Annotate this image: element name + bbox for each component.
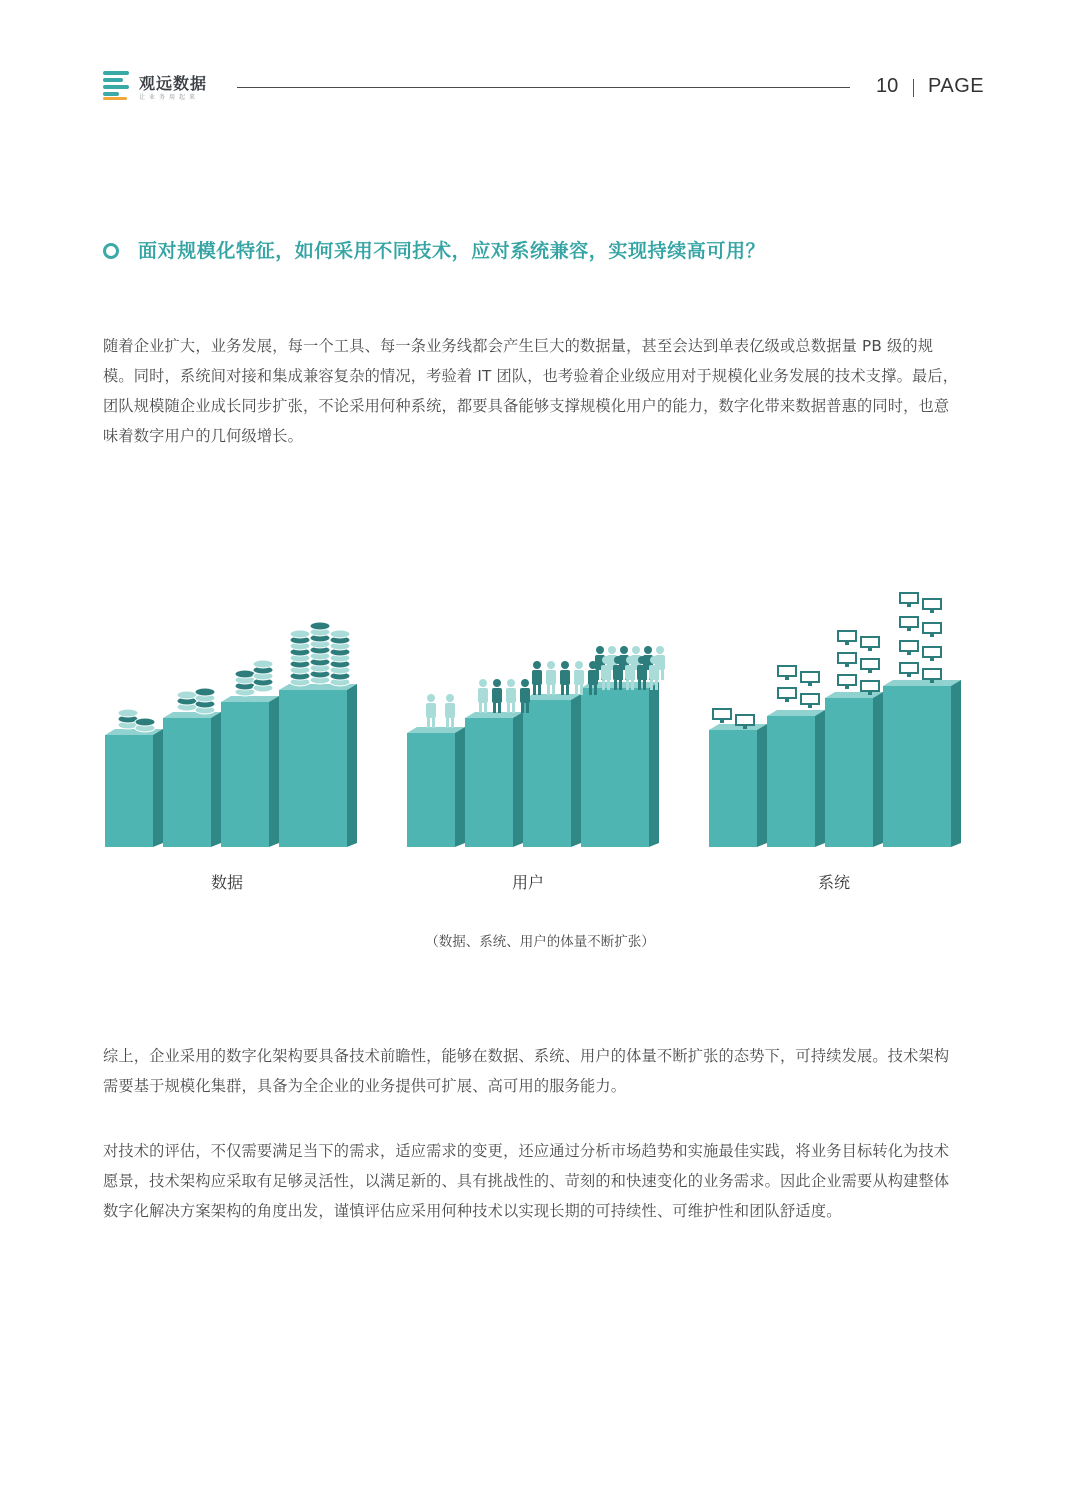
person-icon-leg [619, 680, 622, 690]
data-column-4-front [279, 690, 347, 847]
monitor-icon-stand [845, 642, 849, 645]
person-icon-head [521, 679, 529, 687]
person-icon-leg [521, 703, 524, 713]
person-icon-leg [589, 685, 592, 695]
person-icon-body [478, 688, 488, 703]
data-column-3-front [221, 702, 269, 847]
brand-name: 观远数据 [139, 74, 208, 93]
system-column-1-side [757, 724, 767, 847]
monitor-icon-glass [862, 638, 878, 646]
page-header [0, 0, 1080, 120]
person-icon-head [446, 694, 454, 702]
person-icon-body [574, 670, 584, 685]
person-icon-leg [493, 703, 496, 713]
person-icon-body [649, 665, 659, 680]
person-icon-leg [638, 680, 641, 690]
person-icon-leg [552, 685, 555, 695]
person-icon-leg [526, 703, 529, 713]
monitor-icon-stand [930, 658, 934, 661]
system-column-4-front [883, 686, 951, 847]
coin-icon [310, 622, 330, 630]
person-icon-leg [626, 680, 629, 690]
system-column-4-top [883, 680, 961, 686]
logo-icon [103, 71, 131, 101]
brand-slogan: 让业务用起来 [139, 94, 200, 101]
monitor-icon-glass [901, 618, 917, 626]
header-divider [237, 87, 850, 88]
data-column-3-side [269, 696, 279, 847]
user-column-1-top [407, 727, 465, 733]
figure-label-systems: 系统 [817, 873, 850, 892]
figure-label-users: 用户 [511, 873, 544, 892]
person-icon-body [506, 688, 516, 703]
figure-caption: （数据、系统、用户的体量不断扩张） [425, 934, 655, 950]
monitor-icon-glass [924, 600, 940, 608]
user-column-3-front [523, 700, 571, 847]
monitor-icon-glass [924, 670, 940, 678]
monitor-icon-glass [839, 654, 855, 662]
coin-icon [330, 630, 350, 638]
person-icon-leg [507, 703, 510, 713]
monitor-icon-glass [779, 667, 795, 675]
person-icon-body [613, 665, 623, 680]
coin-icon [253, 660, 273, 668]
body-paragraph-2: 综上，企业采用的数字化架构要具备技术前瞻性，能够在数据、系统、用户的体量不断扩张的态势下，可持续发展。技术架构需要基于规模化集群，具备为全企业的业务提供可扩展、高可用的服务能力。 [103, 1047, 950, 1095]
person-icon-leg [538, 685, 541, 695]
monitor-icon-stand [845, 686, 849, 689]
person-icon-head [614, 656, 622, 664]
monitor-icon-glass [901, 664, 917, 672]
coin-icon [235, 670, 255, 678]
user-column-4-side [649, 682, 659, 847]
coin-icon [118, 709, 138, 717]
system-column-2-top [767, 710, 825, 716]
data-column-1-side [153, 729, 163, 847]
monitor-icon-stand [868, 670, 872, 673]
person-icon-leg [643, 680, 646, 690]
monitor-icon-stand [785, 677, 789, 680]
person-icon-leg [566, 685, 569, 695]
person-icon-body [445, 703, 455, 718]
body-paragraph-1: 随着企业扩大，业务发展，每一个工具、每一条业务线都会产生巨大的数据量，甚至会达到单表亿级或总数据量 PB 级的规模。同时，系统间对接和集成兼容复杂的情况，考验着 IT 团队，也考验着企业级应用对于规模化业务发展的技术支撑。最后，团队规模随企业成长同步扩张，不论采用何种系统，都要具备能够支撑规模化用户的能力，数字化带来数据普惠的同时，也意味着数字用户的几何级增长。 [103, 337, 959, 445]
person-icon-leg [498, 703, 501, 713]
user-column-4-front [581, 688, 649, 847]
system-column-3-front [825, 698, 873, 847]
data-column-2-side [211, 712, 221, 847]
person-icon-body [426, 703, 436, 718]
person-icon-body [560, 670, 570, 685]
person-icon-head [533, 661, 541, 669]
system-column-3-top [825, 692, 883, 698]
person-icon-body [637, 665, 647, 680]
monitor-icon-glass [714, 710, 730, 718]
monitor-icon-stand [720, 720, 724, 723]
monitor-icon-stand [808, 683, 812, 686]
coin-icon [135, 718, 155, 726]
page-number: 10 [876, 75, 899, 97]
person-icon-head [656, 646, 664, 654]
monitor-icon-glass [802, 673, 818, 681]
person-icon-leg [631, 680, 634, 690]
person-icon-leg [533, 685, 536, 695]
person-icon-head [650, 656, 658, 664]
person-icon-leg [607, 680, 610, 690]
system-column-4-side [951, 680, 961, 847]
person-icon-leg [575, 685, 578, 695]
page-label: PAGE [928, 75, 985, 97]
system-column-2-front [767, 716, 815, 847]
monitor-icon-glass [901, 642, 917, 650]
coin-icon [177, 691, 197, 699]
user-column-2-side [513, 712, 523, 847]
monitor-icon-stand [868, 648, 872, 651]
person-icon-head [608, 646, 616, 654]
person-icon-body [546, 670, 556, 685]
person-icon-leg [580, 685, 583, 695]
system-column-1-front [709, 730, 757, 847]
person-icon-leg [594, 685, 597, 695]
monitor-icon-stand [930, 680, 934, 683]
person-icon-head [638, 656, 646, 664]
monitor-icon-glass [924, 648, 940, 656]
section-title: 面对规模化特征，如何采用不同技术，应对系统兼容，实现持续高可用？ [138, 240, 766, 262]
monitor-icon-stand [930, 634, 934, 637]
monitor-icon-stand [930, 610, 934, 613]
person-icon-leg [561, 685, 564, 695]
monitor-icon-stand [907, 604, 911, 607]
person-icon-leg [427, 718, 430, 728]
person-icon-head [620, 646, 628, 654]
data-column-2-front [163, 718, 211, 847]
person-icon-leg [484, 703, 487, 713]
monitor-icon-glass [862, 682, 878, 690]
user-column-1-front [407, 733, 455, 847]
person-icon-body [532, 670, 542, 685]
coin-icon [195, 688, 215, 696]
person-icon-leg [451, 718, 454, 728]
person-icon-head [547, 661, 555, 669]
person-icon-body [492, 688, 502, 703]
user-column-2-front [465, 718, 513, 847]
person-icon-body [601, 665, 611, 680]
person-icon-leg [479, 703, 482, 713]
person-icon-leg [596, 670, 599, 680]
person-icon-leg [661, 670, 664, 680]
monitor-icon-glass [862, 660, 878, 668]
person-icon-leg [446, 718, 449, 728]
page-separator [913, 79, 914, 97]
person-icon-leg [547, 685, 550, 695]
person-icon-head [507, 679, 515, 687]
person-icon-leg [655, 680, 658, 690]
person-icon-leg [614, 680, 617, 690]
person-icon-head [561, 661, 569, 669]
person-icon-head [602, 656, 610, 664]
monitor-icon-glass [839, 632, 855, 640]
person-icon-head [427, 694, 435, 702]
monitor-icon-stand [907, 674, 911, 677]
data-column-1-front [105, 735, 153, 847]
user-column-3-side [571, 694, 581, 847]
figure-label-data: 数据 [210, 873, 243, 892]
monitor-icon-glass [779, 689, 795, 697]
monitor-icon-stand [743, 726, 747, 729]
person-icon-head [596, 646, 604, 654]
monitor-icon-stand [785, 699, 789, 702]
user-column-1-side [455, 727, 465, 847]
person-icon-leg [512, 703, 515, 713]
person-icon-head [575, 661, 583, 669]
monitor-icon-glass [802, 695, 818, 703]
person-icon-head [644, 646, 652, 654]
monitor-icon-stand [907, 652, 911, 655]
monitor-icon-stand [845, 664, 849, 667]
person-icon-body [625, 665, 635, 680]
monitor-icon-stand [907, 628, 911, 631]
system-column-2-side [815, 710, 825, 847]
person-icon-leg [602, 680, 605, 690]
monitor-icon-glass [924, 624, 940, 632]
person-icon-leg [650, 680, 653, 690]
person-icon-head [626, 656, 634, 664]
body-paragraph-3: 对技术的评估，不仅需要满足当下的需求，适应需求的变更，还应通过分析市场趋势和实施最佳实践，将业务目标转化为技术愿景，技术架构应采取有足够灵活性，以满足新的、具有挑战性的、苛刻的和快速变化的业务需求。因此企业需要从构建整体数字化解决方案架构的角度出发，谨慎评估应采用何种技术以实现长期的可持续性、可维护性和团队舒适度。 [103, 1142, 950, 1220]
monitor-icon-stand [808, 705, 812, 708]
person-icon-leg [432, 718, 435, 728]
coin-icon [290, 630, 310, 638]
scale-growth-illustration [95, 570, 975, 870]
monitor-icon-glass [737, 716, 753, 724]
monitor-icon-glass [839, 676, 855, 684]
section-bullet-icon [103, 243, 119, 259]
person-icon-head [479, 679, 487, 687]
person-icon-head [632, 646, 640, 654]
system-column-3-side [873, 692, 883, 847]
monitor-icon-glass [901, 594, 917, 602]
person-icon-body [520, 688, 530, 703]
data-column-3-top [221, 696, 279, 702]
monitor-icon-stand [868, 692, 872, 695]
data-column-4-side [347, 684, 357, 847]
person-icon-head [493, 679, 501, 687]
